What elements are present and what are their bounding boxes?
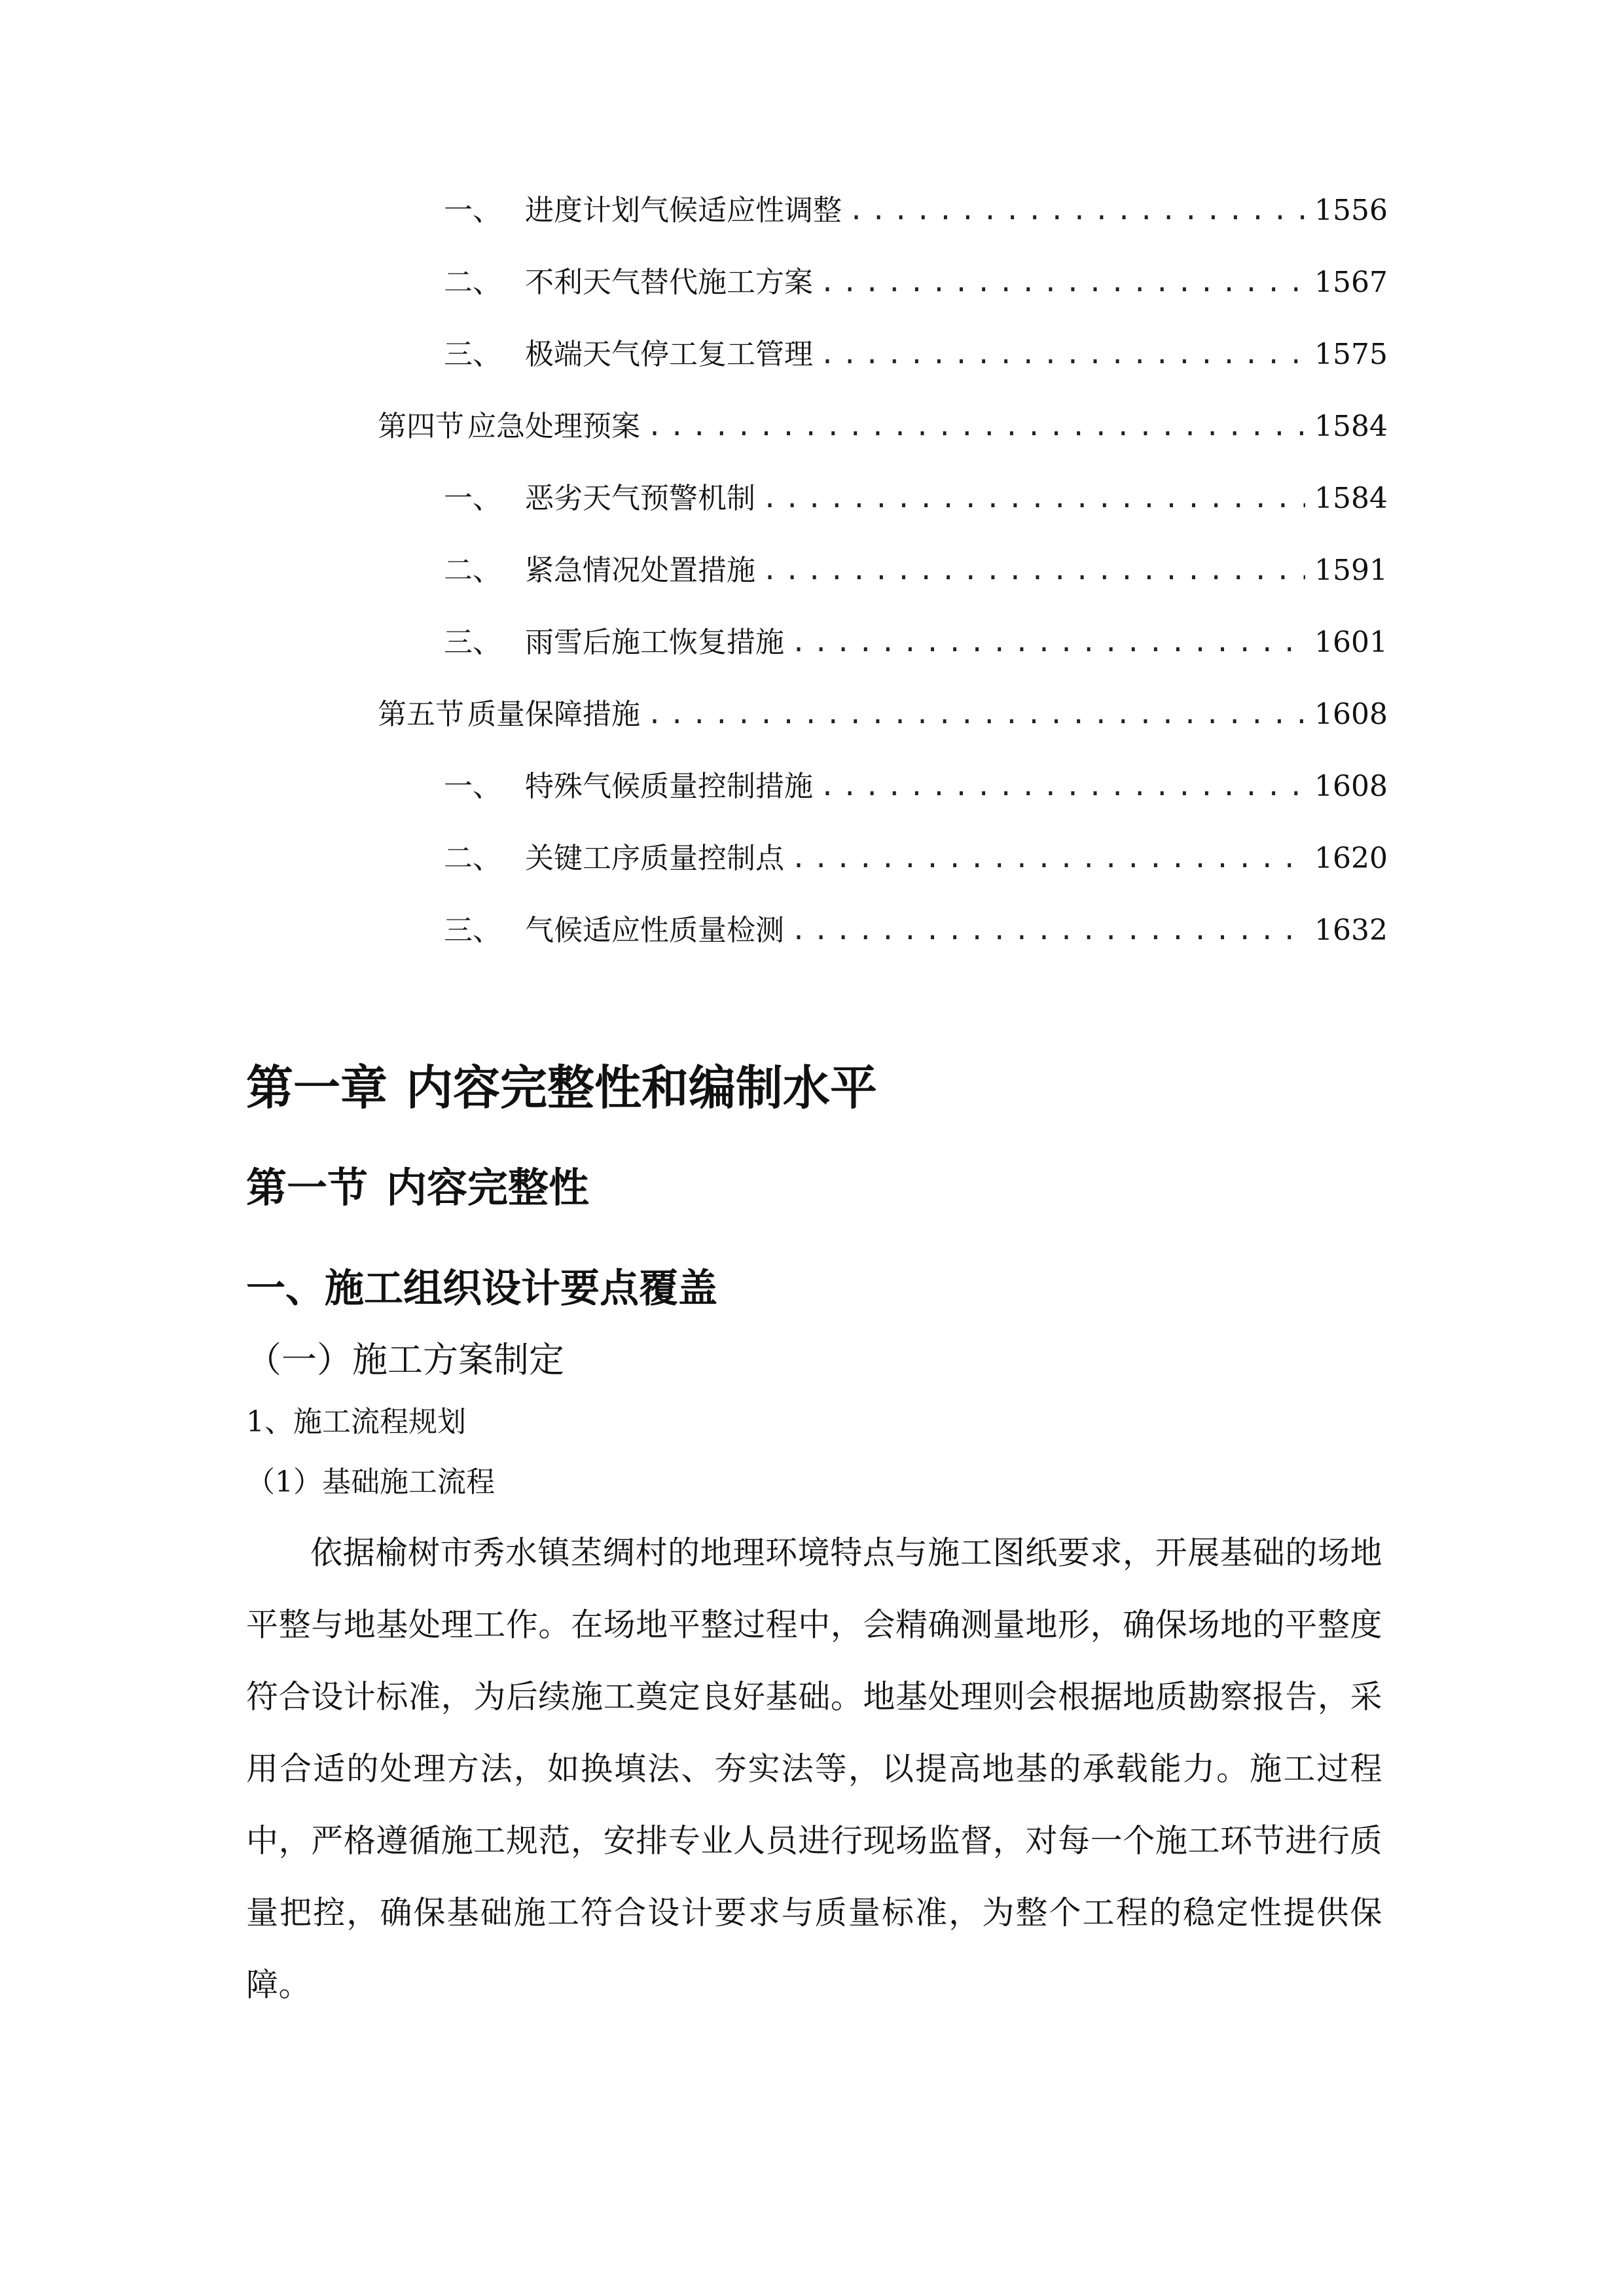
item-heading: 1、施工流程规划 (246, 1405, 466, 1439)
toc-entry-number: 三、 (444, 338, 501, 371)
toc-entry-number: 一、 (444, 770, 501, 803)
toc-entry-row[interactable] (444, 838, 1388, 880)
toc-page-number: 1575 (1314, 338, 1388, 371)
toc-entry-row[interactable] (444, 262, 1388, 304)
toc-section-row[interactable] (378, 406, 1388, 448)
toc-dot-leader (762, 478, 1305, 520)
toc-entry-number: 三、 (444, 626, 501, 659)
toc-dot-leader (791, 910, 1305, 952)
section-number: 第一节 (246, 1164, 369, 1211)
toc-entry-row[interactable] (444, 190, 1388, 232)
toc-entry-label: 不利天气替代施工方案 (525, 266, 813, 299)
toc-page-number: 1608 (1314, 770, 1388, 803)
toc-dot-leader (791, 622, 1305, 664)
toc-entry-number: 一、 (444, 194, 501, 227)
chapter-number: 第一章 (246, 1060, 388, 1115)
toc-page-number: 1584 (1314, 410, 1388, 443)
toc-page-number: 1567 (1314, 266, 1388, 299)
toc-dot-leader (647, 694, 1305, 736)
toc-entry-number: 二、 (444, 266, 501, 299)
section-title: 内容完整性 (386, 1164, 590, 1211)
toc-entry-row[interactable] (444, 478, 1388, 520)
toc-entry-label: 质量保障措施 (467, 698, 641, 731)
toc-entry-label: 关键工序质量控制点 (525, 842, 784, 875)
toc-dot-leader (848, 190, 1305, 232)
section-heading (246, 1158, 589, 1217)
toc-entry-row[interactable] (444, 766, 1388, 808)
toc-page-number: 1632 (1314, 914, 1388, 947)
toc-entry-label: 应急处理预案 (467, 410, 641, 443)
toc-section-row[interactable] (378, 694, 1388, 736)
toc-section-number: 第四节 (378, 410, 464, 443)
subsubsection-heading: （一）施工方案制定 (246, 1339, 564, 1380)
toc-entry-label: 进度计划气候适应性调整 (525, 194, 842, 227)
toc-entry-row[interactable] (444, 334, 1388, 376)
toc-entry-number: 一、 (444, 482, 501, 515)
toc-entry-label: 极端天气停工复工管理 (525, 338, 813, 371)
toc-dot-leader (791, 838, 1305, 880)
toc-entry-number: 三、 (444, 914, 501, 947)
toc-dot-leader (820, 334, 1305, 376)
toc-page-number: 1556 (1314, 194, 1388, 227)
toc-entry-label: 恶劣天气预警机制 (525, 482, 755, 515)
toc-section-number: 第五节 (378, 698, 464, 731)
toc-entry-row[interactable] (444, 622, 1388, 664)
toc-dot-leader (820, 262, 1305, 304)
toc-entry-number: 二、 (444, 554, 501, 587)
toc-dot-leader (762, 550, 1305, 592)
toc-page-number: 1608 (1314, 698, 1388, 731)
chapter-heading (246, 1055, 877, 1121)
toc-entry-row[interactable] (444, 910, 1388, 952)
toc-page-number: 1584 (1314, 482, 1388, 515)
toc-dot-leader (820, 766, 1305, 808)
body-paragraph: 依据榆树市秀水镇苤绸村的地理环境特点与施工图纸要求，开展基础的场地平整与地基处理工作。在场地平整过程中，会精确测量地形，确保场地的平整度符合设计标准，为后续施工奠定良好基础。地基处理则会根据地质勘察报告，采用合适的处理方法，如换填法、夯实法等，以提高地基的承载能力。施工过程中，严格遵循施工规范，安排专业人员进行现场监督，对每一个施工环节进行质量把控，确保基础施工符合设计要求与质量标准，为整个工程的稳定性提供保障。 (246, 1534, 1382, 2003)
toc-entry-label: 气候适应性质量检测 (525, 914, 784, 947)
chapter-title: 内容完整性和编制水平 (406, 1060, 878, 1115)
toc-entry-row[interactable] (444, 550, 1388, 592)
toc-dot-leader (647, 406, 1305, 448)
toc-entry-label: 紧急情况处置措施 (525, 554, 755, 587)
toc-entry-number: 二、 (444, 842, 501, 875)
subsection-heading: 一、施工组织设计要点覆盖 (246, 1266, 717, 1312)
toc-page-number: 1620 (1314, 842, 1388, 875)
subitem-heading: （1）基础施工流程 (246, 1465, 495, 1499)
toc-page-number: 1601 (1314, 626, 1388, 659)
toc-entry-label: 雨雪后施工恢复措施 (525, 626, 784, 659)
toc-page-number: 1591 (1314, 554, 1388, 587)
toc-entry-label: 特殊气候质量控制措施 (525, 770, 813, 803)
